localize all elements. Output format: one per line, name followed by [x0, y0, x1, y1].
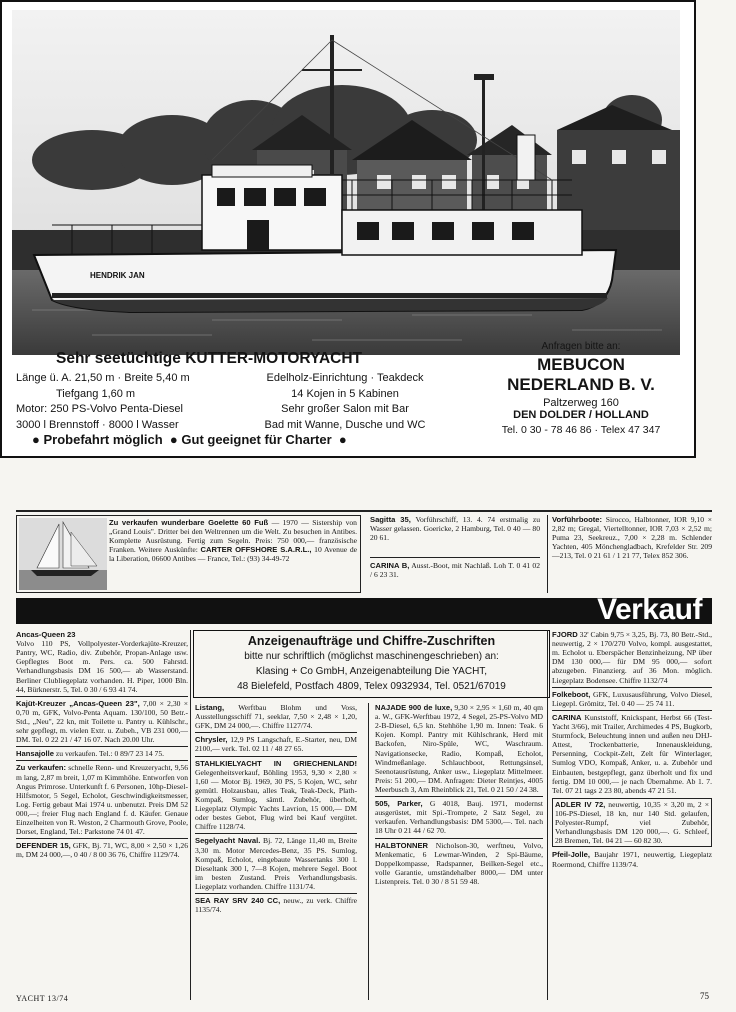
bullet-charter: Gut geeignet für Charter	[181, 432, 332, 447]
ad-text: Ausst.-Boot, mit Nachlaß. Loh T. 0 41 02 / 6 23 31.	[370, 561, 541, 580]
ad-address: 10 Avenue de la Liberation, 06600 Antibes — France, Tel.: (93) 34-49-72	[109, 545, 357, 564]
divider	[375, 838, 543, 839]
company-name-2: NEDERLAND B. V.	[507, 375, 655, 394]
hero-advert	[0, 0, 696, 458]
classified-ad	[16, 841, 188, 859]
column-divider	[547, 630, 548, 1000]
ad-lead: Listang,	[195, 703, 225, 712]
classified-ad	[195, 836, 357, 891]
divider	[16, 838, 188, 839]
ad-text: Sirocco, Halbtonner, IOR 9,10 × 2,82 m; Gregal, Viertelltonner, IOR 7,03 × 2,52 m; Puma 23, Seekreuz., 7,00 × 2,28 m. Schlender Yachten, 405 Mönchengladbach, Krefelder Str. 209—213, Tel. 0 21 61 / 1 21 77, Telex 852 306.	[552, 515, 712, 561]
ad-text: 9,30 × 2,95 × 1,60 m, 40 qm a. W., GFK-Werftbau 1972, 4 Segel, 25-PS-Volvo MD 2-B-Diesel, 6,5 kn. Stehhöhe 1,90 m. Innen: Teak. 6 Kojen. Kompl. Pantry mit Kühlschrank, Herd mit Backofen, Niro-Spüle, WC, Waschraum. Navigationsecke, Radio, Kompaß, Echolot, Windmeßanlage. Schlauchboot, Rettungsinsel, Seenotausrüstung, Anker usw., Liegeplatz Mittelmeer. Preis: 51 200,— DM. Anfragen: Dieter Reintjes, 4005 Meerbusch 3, Am Rheinblick 21, Tel. 0 21 50 / 24 38.	[375, 703, 544, 794]
classified-ad	[552, 713, 712, 795]
ad-lead: Ancas-Queen 23	[16, 630, 76, 639]
company-phone: Tel. 0 30 - 78 46 86 · Telex 47 347	[501, 424, 661, 436]
classified-ad	[375, 799, 543, 835]
ad-text: Baujahr 1971, neuwertig, Liegeplatz Roermond, Chiffre 1139/74.	[552, 850, 712, 869]
box-line: 48 Bielefeld, Postfach 4809, Telex 0932934, Tel. 0521/67019	[237, 681, 506, 692]
company-city: DEN DOLDER / HOLLAND	[513, 409, 649, 421]
ad-lead: Vorführboote:	[552, 515, 603, 524]
ad-lead: FJORD	[552, 630, 578, 639]
spec-line: Länge ü. A. 21,50 m · Breite 5,40 m	[16, 372, 190, 384]
box-title: Anzeigenaufträge und Chiffre-Zuschriften	[247, 634, 496, 648]
ad-lead: Zu verkaufen:	[16, 763, 67, 773]
divider	[552, 710, 712, 711]
ad-text: schnelle Renn- und Kreuzeryacht, 9,56 m lang, 2,87 m breit, 1,07 m Kimmhöhe. Entworfen von Angus Primrose. Unterkunft f. 6 Personen, 10hp-Diesel-Hilfsmotor, 5 Segel, Echolot, Geschwindigkeitsmesser, Log. Fertig gebaut Mai 1974 u. unbenutzt. Preis DM 52 000,—; freier Flug nach England f. d. Käufer. Genaue Einzelheiten von R. Weston, 2 Charmouth Grove, Poole, Dorset, England, Tel.: Parkstone 74 01 47.	[16, 763, 188, 837]
classified-ad	[16, 749, 188, 758]
classified-ad	[195, 735, 357, 753]
divider	[370, 557, 540, 558]
goelette-text	[109, 518, 357, 564]
ad-text: neuw., zu verk. Chiffre 1135/74.	[195, 896, 358, 915]
classified-ad	[195, 896, 357, 914]
divider	[195, 833, 357, 834]
adler-box	[552, 798, 712, 848]
ad-lead: SEA RAY SRV 240 CC,	[195, 896, 281, 906]
spec-line: Tiefgang 1,60 m	[56, 387, 136, 400]
classified-ad	[552, 630, 712, 685]
divider	[375, 796, 543, 797]
ad-lead: Segelyacht Naval.	[195, 836, 261, 846]
column-3	[375, 703, 543, 886]
ad-text: — 1970 — Sistership von „Grand Louis". Dritter bei den Weltrennen um die Welt. Zu besuchen in Antibes. Komplette Ausrüstung. Fertig zum Segeln. Preis: 750 000,— französische Franken. Weitere Auskünfte:	[109, 518, 357, 555]
ad-lead: Pfeil-Jolle,	[552, 850, 590, 860]
footer-magazine: YACHT 13/74	[16, 994, 69, 1003]
ad-text: Gelegenheitsverkauf, Böhling 1953, 9,30 × 2,80 × 1,60 — Motor Bj. 1969, 30 PS, 5 Kojen, WC, sehr gemütl. Holzausbau, alles Teak, Teak-Deck, Plath-Kompaß, Sumlog, sämtl. Zubehör, überholt, Liegeplatz Olympic Yachts Lavrion, 15 000,— DM oder bestes Gebot, Flug wird bei Kauf vergütet. Chiffre 1128/74.	[195, 767, 357, 832]
ad-text: Vorführschiff, 13. 4. 74 erstmalig zu Wasser gelassen. Goericke, 2 Hamburg, Tel. 0 40 — 80 20 61.	[370, 515, 540, 543]
ad-lead: Hansajolle	[16, 749, 54, 759]
ad-text: Bj. 72, Länge 11,40 m, Breite 3,30 m. Motor Mercedes-Benz, 35 PS. Sumlog, Kompaß, Echolot, eingebaute Wassertanks 300 l. Dieseltank 300 l, 7—8 Kojen, mehrere Segel. Boot im besten Zustand. Preis Verhandlungsbasis. Liegeplatz vorhanden. Chiffre 1131/74.	[195, 836, 357, 891]
ad-lead: Folkeboot,	[552, 689, 591, 699]
spec-line: Motor: 250 PS-Volvo Penta-Diesel	[16, 403, 183, 415]
vorfuehrboote-ad	[552, 515, 712, 561]
company-street: Paltzerweg 160	[543, 397, 619, 409]
sailboat-photo	[19, 518, 107, 590]
yacht-photo	[12, 10, 680, 355]
bullet-probefahrt: Probefahrt möglich	[43, 432, 163, 447]
ad-text: GFK, Bj. 71, WC, 8,00 × 2,50 × 1,26 m, DM 24 000,—, 0 40 / 8 00 36 76, Chiffre 1129/74.	[16, 841, 188, 860]
classified-ad	[16, 763, 188, 836]
ad-text: zu verkaufen. Tel.: 0 89/7 23 14 75.	[55, 749, 165, 759]
column-divider	[190, 630, 191, 1000]
boat-name-text: HENDRIK JAN	[90, 271, 145, 280]
divider	[195, 893, 357, 894]
divider	[16, 746, 188, 747]
divider	[195, 732, 357, 733]
ad-lead: NAJADE 900 de luxe,	[375, 703, 453, 712]
divider	[16, 696, 188, 697]
divider	[547, 515, 548, 593]
ad-text: 12,9 PS Langschaft, E.-Starter, neu, DM 2100,— verk. Tel. 02 11 / 48 27 65.	[195, 735, 357, 754]
ad-text: 32' Cabin 9,75 × 3,25, Bj. 73, 80 Betr.-Std., neuwertig, 2 × 170/270 Volvo, kompl. ausgestattet, m. Echolot u. Eberspächer Benzinheizung, NP über DM 130 000,— für DM 95 000,— sofort abzugeben. Finanzierg. auf 36 Mon. möglich. Liegeplatz Bodensee. Chiffre 1132/74	[552, 630, 712, 685]
bullet-icon: ●	[32, 432, 40, 447]
company-name-1: MEBUCON	[537, 355, 625, 374]
divider	[16, 760, 188, 761]
ad-text: Kunststoff, Knickspant, Herbst 66 (Test-Yacht 3/66), mit Trailer, Archimedes 4 PS, Bugkorb, Sturmfock, Beleuchtung innen und außen neu DHJ-Attest, Trockenbatterie, Innenauskleidung, Persenning, Cockpit-Zelt, Zelt für Winterlager, Sumlog VDO, Kompaß, Anker, u. a. Zubehör und Einbauten, bestgepflegt, ganz überholt und fix und fertig. DM 10 000,— je nach Übernahme. Ab 1. 7. Tel. 07 21 tags 2 23 80, abends 47 21 51.	[552, 712, 713, 795]
column-divider	[368, 703, 369, 1000]
divider	[16, 510, 712, 512]
ad-contact: CARTER OFFSHORE S.A.R.L.,	[200, 545, 312, 555]
spec-line: Edelholz-Einrichtung · Teakdeck	[266, 372, 424, 384]
bullet-icon: ●	[166, 432, 178, 447]
ad-text: 7,00 × 2,30 × 0,70 m, GFK, Volvo-Penta Aquam. 130/100, 50 Betr.-Std., „Neu", 22 kn, mit Toilette u. Pantry u. Kühlschr., sehr gepflegt, m. vielen Extr. u. Zubeh., VB 231 000,— DM. Tel. 0 22 21 / 47 16 07. Nach 20.00 Uhr.	[16, 698, 189, 745]
hero-specs-middle	[230, 371, 460, 433]
ad-text: neuwertig, 10,35 × 3,20 m, 2 × 106-PS-Diesel, 18 kn, nur 140 Std. gelaufen, Polyester-Rumpf, viel Zubehör, Verhandlungsbasis DM 120 000,—. G. Schleef, 28 Bremen, Tel. 04 21 — 60 82 30.	[555, 799, 709, 846]
ad-lead: ADLER IV 72,	[555, 799, 606, 809]
goelette-ad	[16, 515, 361, 593]
ad-lead: CARINA B,	[370, 561, 410, 570]
ad-lead: HALBTONNER	[375, 840, 429, 850]
ad-lead: Zu verkaufen wunderbare Goelette 60 Fuß	[109, 518, 269, 527]
ad-text: GFK, Luxusausführung, Volvo Diesel, Liegepl. Grömitz, Tel. 0 40 — 25 74 11.	[552, 689, 712, 708]
ad-text: Nicholson-30, werftneu, Volvo, Menkematic, 6 Lewmar-Winden, 2 Spi-Bäume, Doppelkompasse, Radspanner, Beilken-Segel etc., volle Garantie, umständehalber 8000,— DM unter Listenpreis. Tel. 0 30 / 8 51 59 48.	[375, 840, 543, 886]
ad-text: Volvo 110 PS, Vollpolyester-Vorderkajüte-Kreuzer, Pantry, WC, Radio, div. Zubehör, Propan-Anlage usw. Gepflegtes Boot m. Pers. ca. 500 Fahrstd. Verhandlungsbasis DM 16 500,— ab Wasserstand. Berliner Clubliegeplatz vorhanden. H. Piper, 1000 Bln. 44, Bürknerstr. 5, Tel. 0 30 / 6 93 41 74.	[16, 639, 188, 694]
kutter-yacht-image	[12, 10, 680, 355]
section-title: Verkauf	[597, 593, 702, 626]
footer-page-number: 75	[700, 991, 709, 1001]
classified-ad	[375, 841, 543, 887]
chiffre-box	[193, 630, 550, 698]
column-4	[552, 630, 712, 869]
inquiry-label: Anfragen bitte an:	[541, 341, 621, 352]
carina-b-ad	[370, 561, 540, 579]
sagitta-ad	[370, 515, 540, 542]
ad-lead: DEFENDER 15,	[16, 841, 71, 851]
divider	[195, 756, 357, 757]
spec-line: 14 Kojen in 5 Kabinen	[291, 387, 399, 400]
classified-ad	[552, 690, 712, 708]
column-1	[16, 630, 188, 860]
ad-lead: 505, Parker,	[375, 799, 423, 809]
ad-text: Werftbau Blohm und Voss, Ausstellungsschiff 71, seeklar, 7,50 × 2,48 × 1,20, GFK, DM 24 000,—. Chiffre 1127/74.	[195, 703, 357, 731]
ad-text: G 4018, Bauj. 1971, modernst ausgerüstet, mit Spi.-Trompete, 2 Satz Segel, zu verkaufen. Verhandlungsbasis: DM 5300,—. Tel. nach 18 Uhr 0 21 44 / 62 70.	[375, 799, 543, 836]
ad-lead: Chrysler,	[195, 735, 228, 745]
classified-ad	[552, 850, 712, 868]
ad-lead: Sagitta 35,	[370, 515, 411, 524]
spec-line: Bad mit Wanne, Dusche und WC	[264, 418, 426, 431]
bullet-icon: ●	[335, 432, 347, 447]
hero-title: Sehr seetüchtige KUTTER-MOTORYACHT	[56, 350, 363, 367]
spec-line: Sehr großer Salon mit Bar	[281, 403, 409, 415]
box-line: Klasing + Co GmbH, Anzeigenabteilung Die YACHT,	[255, 666, 488, 677]
hero-specs-left	[16, 371, 248, 433]
ad-lead: STAHLKIELYACHT IN GRIECHENLAND!	[195, 758, 357, 768]
hero-bullets	[32, 432, 347, 447]
ad-lead: Kajüt-Kreuzer „Ancas-Queen 23",	[16, 698, 140, 708]
classified-ad	[375, 703, 543, 794]
classified-ad	[16, 630, 188, 694]
ad-lead: CARINA	[552, 712, 582, 722]
hero-contact	[472, 341, 690, 436]
classified-ad	[16, 699, 188, 745]
column-2	[195, 703, 357, 914]
verkauf-banner	[16, 593, 712, 626]
classified-ad	[195, 759, 357, 832]
divider	[552, 687, 712, 688]
classified-ad	[195, 703, 357, 730]
box-line: bitte nur schriftlich (möglichst maschinengeschrieben) an:	[244, 651, 499, 662]
spec-line: 3000 l Brennstoff · 8000 l Wasser	[16, 418, 179, 431]
